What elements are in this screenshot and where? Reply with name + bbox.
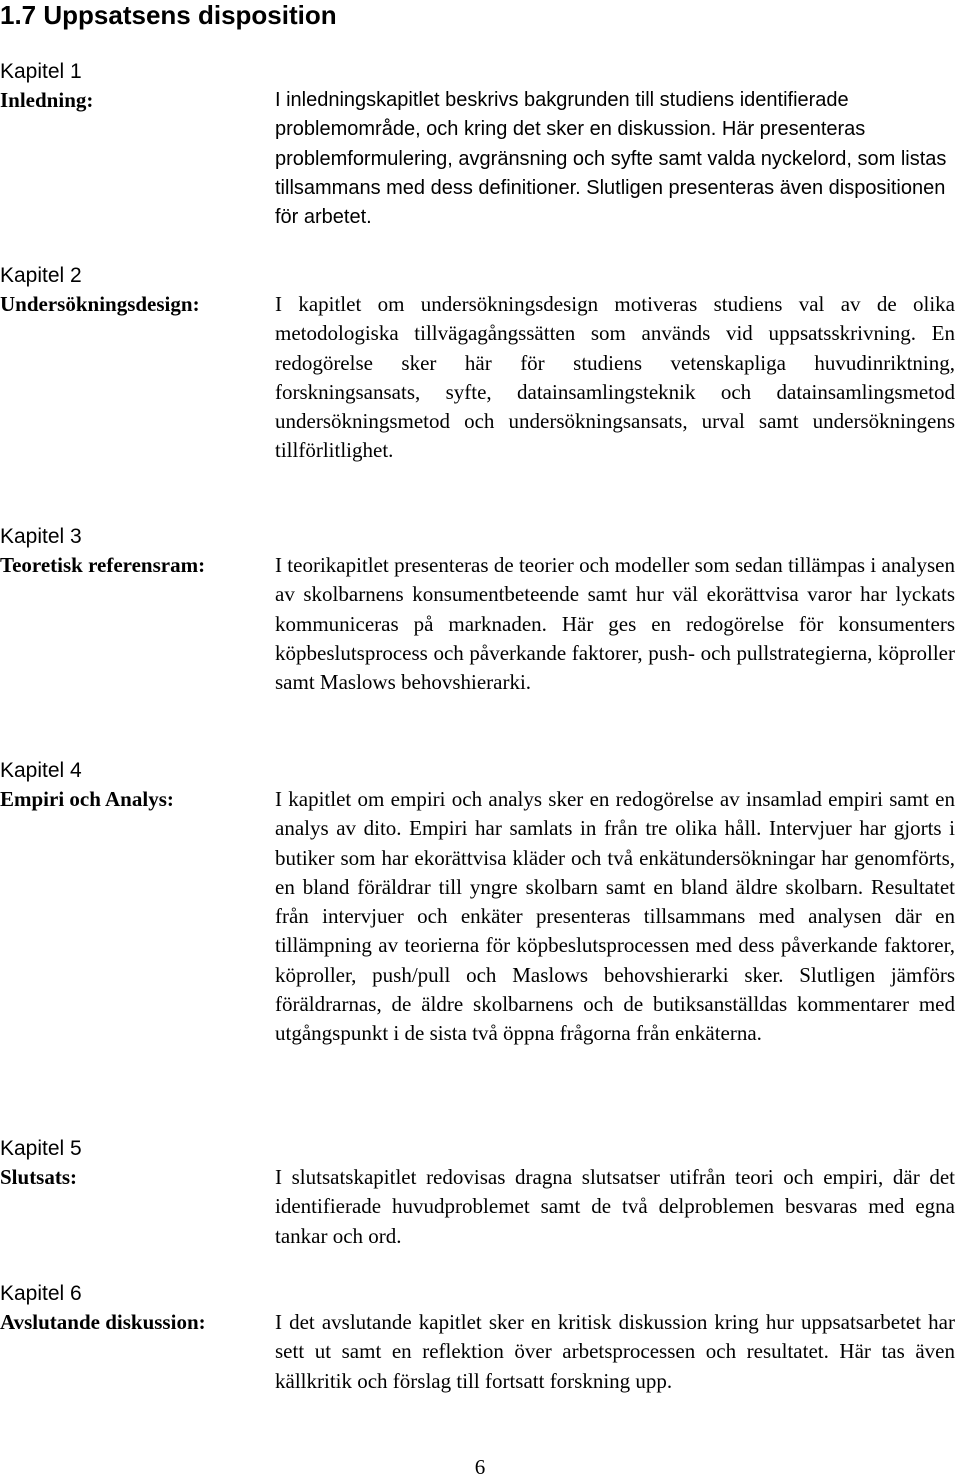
chapter-name: Teoretisk referensram: — [0, 553, 206, 577]
chapter-3-description: I teorikapitlet presenteras de teorier och modeller som sedan tillämpas i analysen av skolbarnens konsumentbeteende samt hur väl ekorättvisa varor har lyckats kommuniceras på marknaden. Här ges en redogörelse för konsumenters köpbeslutsprocess och påverkande faktorer, push- och pullstrategierna, köproller samt Maslows behovshierarki. — [275, 553, 955, 695]
chapter-name: Undersökningsdesign: — [0, 292, 200, 316]
chapter-5-description: I slutsatskapitlet redovisas dragna slutsatser utifrån teori och empiri, där det identifierade huvudproblemet samt de två delproblemen besvaras med egna tankar och ord. — [275, 1165, 955, 1248]
chapter-number: Kapitel 1 — [0, 60, 82, 83]
chapter-number: Kapitel 3 — [0, 525, 82, 548]
chapter-name: Slutsats: — [0, 1165, 78, 1189]
chapter-5-label — [0, 1134, 265, 1192]
chapter-3-label — [0, 522, 265, 580]
chapter-number: Kapitel 2 — [0, 264, 82, 287]
chapter-number: Kapitel 5 — [0, 1137, 82, 1160]
chapter-name: Avslutande diskussion: — [0, 1310, 206, 1334]
chapter-number: Kapitel 6 — [0, 1282, 82, 1305]
chapter-6-description: I det avslutande kapitlet sker en kritisk diskussion kring hur uppsatsarbetet har sett ut samt en reflektion över arbetsprocessen och resultatet. Här tas även källkritik och förslag till fortsatt forskning upp. — [275, 1310, 955, 1393]
chapter-name: Empiri och Analys: — [0, 787, 174, 811]
chapter-6-label — [0, 1279, 265, 1337]
chapter-1-description: I inledningskapitlet beskrivs bakgrunden till studiens identifierade problemområde, och kring det sker en diskussion. Här presenteras problemformulering, avgränsning och syfte samt valda nyckelord, som listas tillsammans med dess definitioner. Slutligen presenteras även dispositionen för arbetet. — [275, 89, 947, 229]
page-number: 6 — [474, 1455, 486, 1479]
chapter-2-label — [0, 261, 265, 319]
section-heading: 1.7 Uppsatsens disposition — [0, 0, 337, 30]
chapter-number: Kapitel 4 — [0, 759, 82, 782]
chapter-1-label — [0, 57, 265, 115]
chapter-4-description: I kapitlet om empiri och analys sker en redogörelse av insamlad empiri samt en analys av dito. Empiri har samlats in från tre olika håll. Intervjuer har gjorts i butiker som har ekorättvisa kläder och två enkätundersökningar har genomförts, en bland föräldrar till yngre skolbarn samt en bland äldre skolbarn. Resultatet från intervjuer och enkäter presenteras tillsammans med analysen där en tillämpning av teorierna för köpbeslutsprocessen med dess påverkande faktorer, köproller, push/pull och Maslows behovshierarki sker. Slutligen jämförs föräldrarnas, de äldre skolbarnens och de butiksanställdas kommentarer med utgångspunkt i de sista två öppna frågorna från enkäterna. — [275, 787, 955, 1046]
chapter-2-description: I kapitlet om undersökningsdesign motiveras studiens val av de olika metodologiska tillvägagångssätten som används vid uppsatsskrivning. En redogörelse sker här för studiens vetenskapliga huvudinriktning, forskningsansats, syfte, datainsamlingsteknik och datainsamlingsmetod undersökningsmetod och undersökningsansats, urval samt undersökningens tillförlitlighet. — [275, 292, 955, 463]
chapter-4-label — [0, 756, 265, 814]
chapter-name: Inledning: — [0, 88, 94, 112]
